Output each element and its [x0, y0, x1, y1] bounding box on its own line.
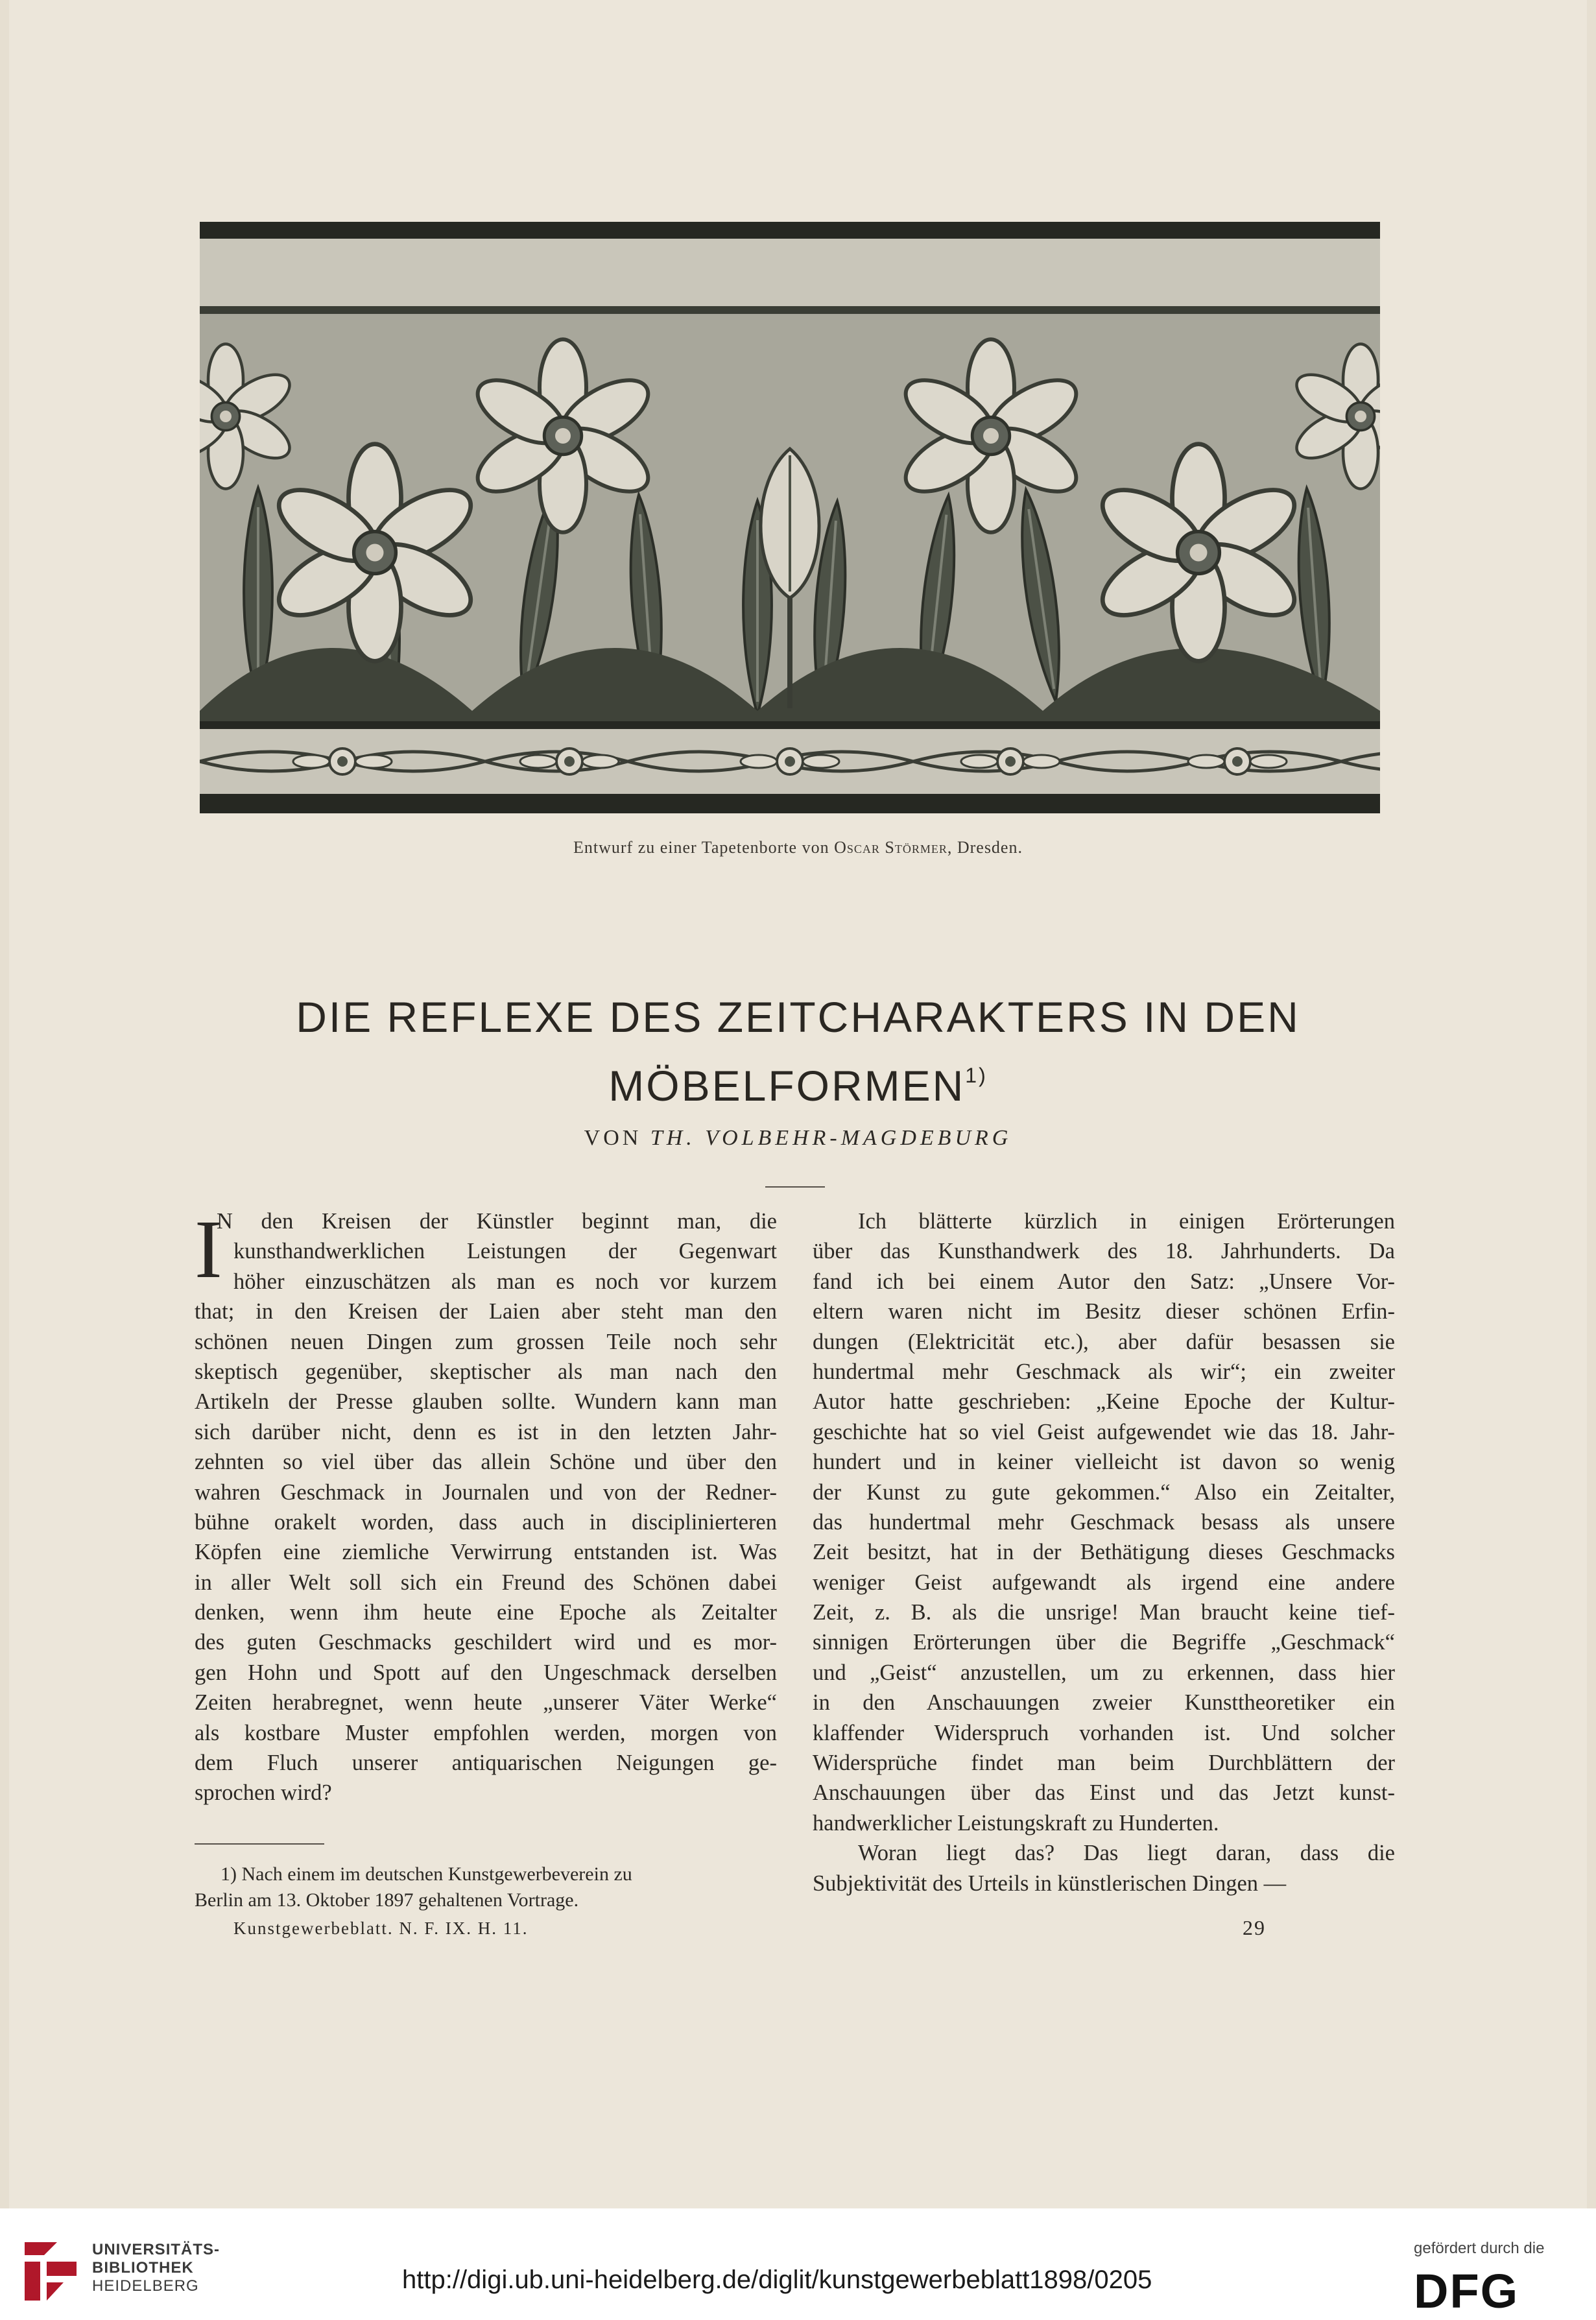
footnote-divider	[195, 1843, 324, 1845]
footnote-line: 1) Nach einem im deutschen Kunstgewerbeverein zu	[220, 1863, 632, 1885]
byline: VON TH. VOLBEHR-MAGDEBURG	[584, 1126, 1012, 1150]
text-line: Zeiten herabregnet, wenn heute „unserer Väter Werke“	[195, 1690, 777, 1716]
journal-reference: Kunstgewerbeblatt. N. F. IX. H. 11.	[233, 1919, 529, 1938]
text-line: dem Fluch unserer antiquarischen Neigungen ge-	[195, 1751, 777, 1776]
title-footnote-marker: 1)	[965, 1064, 988, 1087]
text-line: in aller Welt soll sich ein Freund des Schönen dabei	[195, 1570, 777, 1595]
text-line: sich darüber nicht, denn es ist in den letzten Jahr-	[195, 1419, 777, 1444]
text-line: Woran liegt das? Das liegt daran, dass die	[858, 1841, 1395, 1866]
text-line: des guten Geschmacks geschildert wird und es mor-	[195, 1630, 777, 1655]
text-line: hundertmal mehr Geschmack als wir“; ein zweiter	[813, 1359, 1395, 1384]
text-line: zehnten so viel über das allein Schöne und über den	[195, 1450, 777, 1475]
text-line: hundert und in keiner vielleicht ist davon so wenig	[813, 1450, 1395, 1475]
footnote	[195, 1861, 781, 1913]
title-divider	[765, 1186, 825, 1188]
text-line: handwerklicher Leistungskraft zu Hunderten.	[813, 1810, 1219, 1836]
text-line: skeptisch gegenüber, skeptischer als man nach den	[195, 1359, 777, 1384]
text-line: Widersprüche findet man beim Durchblättern der	[813, 1751, 1395, 1776]
text-line: N den Kreisen der Künstler beginnt man, die	[217, 1209, 777, 1234]
artist-name: Oscar Störmer	[834, 838, 947, 857]
text-line: kunsthandwerklichen Leistungen der Gegenwart	[233, 1239, 777, 1264]
text-line: denken, wenn ihm heute eine Epoche als Zeitalter	[195, 1600, 777, 1625]
funding-note: gefördert durch die	[1414, 2240, 1545, 2257]
text-line: als kostbare Muster empfohlen werden, morgen von	[195, 1720, 777, 1745]
text-line: geschichte hat so viel Geist aufgewendet wie das 18. Jahr-	[813, 1419, 1395, 1444]
text-line: Köpfen eine ziemliche Verwirrung entstanden ist. Was	[195, 1540, 777, 1565]
text-line: und „Geist“ anzustellen, um zu erkennen, dass hier	[813, 1660, 1395, 1685]
text-line: klaffender Widerspruch vorhanden ist. Und solcher	[813, 1720, 1395, 1745]
text-line: Artikeln der Presse glauben sollte. Wundern kann man	[195, 1389, 777, 1415]
figure-caption: Entwurf zu einer Tapetenborte von Oscar Störmer, Dresden.	[573, 838, 1023, 857]
article-title-line2: MÖBELFORMEN$^{1)}$	[608, 1062, 988, 1110]
text-line: dungen (Elektricität etc.), aber dafür besassen sie	[813, 1329, 1395, 1354]
page-number: 29	[1243, 1916, 1266, 1939]
text-line: in den Anschauungen zweier Kunsttheoretiker ein	[813, 1690, 1395, 1716]
text-line: Autor hatte geschrieben: „Keine Epoche der Kultur-	[813, 1389, 1395, 1415]
left-column	[195, 1203, 777, 1808]
institution-name: UNIVERSITÄTS- BIBLIOTHEK HEIDELBERG	[92, 2241, 220, 2295]
university-library-logo-icon	[18, 2236, 83, 2307]
text-line: schönen neuen Dingen zum grossen Teile noch sehr	[195, 1329, 777, 1354]
text-line: der Kunst zu gute gekommen.“ Also ein Zeitalter,	[813, 1479, 1395, 1505]
text-line: eltern waren nicht im Besitz dieser schönen Erfin-	[813, 1299, 1395, 1324]
text-line: Ich blätterte kürzlich in einigen Erörterungen	[858, 1209, 1395, 1234]
text-line: höher einzuschätzen als man es noch vor kurzem	[233, 1269, 777, 1294]
text-line: sinnigen Erörterungen über die Begriffe „Geschmack“	[813, 1630, 1395, 1655]
source-url-link[interactable]: http://digi.ub.uni-heidelberg.de/diglit/kunstgewerbeblatt1898/0205	[402, 2266, 1152, 2294]
text-line: Zeit besitzt, hat in der Bethätigung dieses Geschmacks	[813, 1540, 1395, 1565]
text-line: fand ich bei einem Autor den Satz: „Unsere Vor-	[813, 1269, 1395, 1294]
author-name: TH. VOLBEHR-MAGDEBURG	[650, 1126, 1012, 1150]
text-line: gen Hohn und Spott auf den Ungeschmack derselben	[195, 1660, 777, 1685]
digitization-banner	[0, 2208, 1596, 2320]
text-line: Zeit, z. B. als die unsrige! Man braucht keine tief-	[813, 1600, 1395, 1625]
text-line: Anschauungen über das Einst und das Jetzt kunst-	[813, 1780, 1395, 1806]
text-line: wahren Geschmack in Journalen und von der Redner-	[195, 1479, 777, 1505]
text-line: bühne orakelt worden, dass auch in disciplinierteren	[195, 1509, 777, 1535]
text-line: weniger Geist aufgewandt als irgend eine andere	[813, 1570, 1395, 1595]
text-line: das hundertmal mehr Geschmack besass als unsere	[813, 1509, 1395, 1535]
text-line: that; in den Kreisen der Laien aber steht man den	[195, 1299, 777, 1324]
drop-cap: I	[195, 1203, 222, 1295]
right-column	[813, 1206, 1395, 1898]
article-title-line1: DIE REFLEXE DES ZEITCHARAKTERS IN DEN	[296, 993, 1300, 1041]
text-line: sprochen wird?	[195, 1780, 332, 1806]
dfg-logo: DFG	[1414, 2264, 1519, 2318]
wallpaper-border-illustration	[200, 222, 1380, 813]
text-line: über das Kunsthandwerk des 18. Jahrhunderts. Da	[813, 1239, 1395, 1264]
text-line: Subjektivität des Urteils in künstlerischen Dingen —	[813, 1871, 1287, 1896]
footnote-line: Berlin am 13. Oktober 1897 gehaltenen Vortrage.	[195, 1889, 579, 1911]
